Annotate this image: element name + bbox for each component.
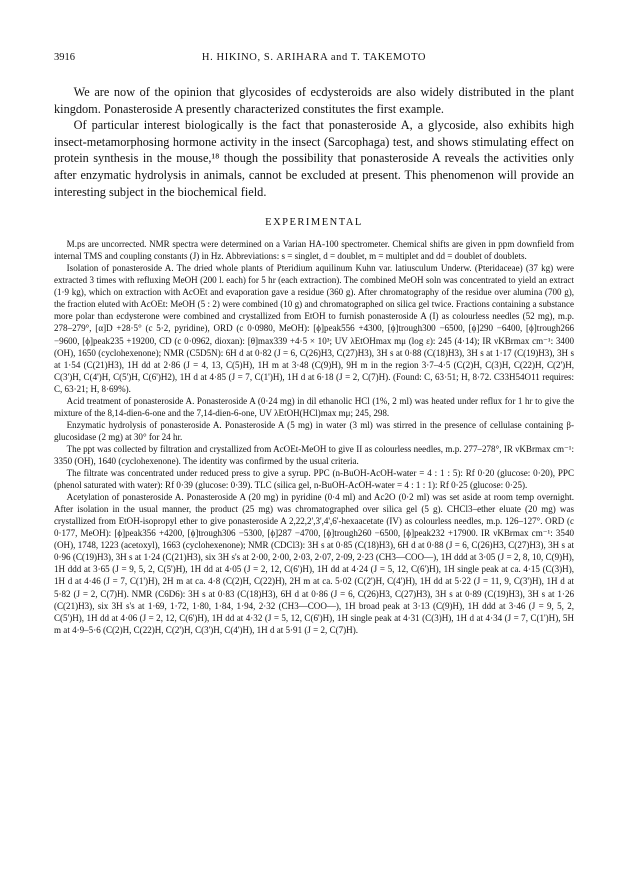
precipitate-paragraph: The ppt was collected by filtration and crystallized from AcOEt-MeOH to give II as colourless needles, m.p. 277–278°, IR νKBrmax cm⁻¹: 3350 (OH), 1640 (cyclohexenone). The identity was confirmed by the usual criteria. <box>54 443 574 466</box>
isolation-paragraph: Isolation of ponasteroside A. The dried whole plants of Pteridium aquilinum Kuhn var. latiusculum Underw. (Pteridaceae) (37 kg) were extracted 3 times with refluxing MeOH (200 l. each) for 5 hr (each extraction). The combined MeOH soln was concentrated to yield an extract (1·9 kg), which on extraction with AcOEt and evaporation gave a residue (360 g). After chromatography of the residue over alumina (700 g), the fraction eluted with AcOEt: MeOH (5 : 2) were combined (10 g) and chromatographed on silica gel twice. Fractions containing a substance more polar than ecdysterone were combined and crystallized from EtOH to furnish ponasteroside A (I) as colourless needles (52 mg), m.p. 278–279°, [α]D +28·5° (c 5·2, pyridine), ORD (c 0·0980, MeOH): [ϕ]peak556 +4300, [ϕ]trough300 −6500, [ϕ]290 −6400, [ϕ]trough266 −9600, [ϕ]peak235 +19200, CD (c 0·0962, dioxan): [θ]max339 +4·5 × 10³; UV λEtOHmax mμ (log ε): 245 (4·14); IR νKBrmax cm⁻¹: 3400 (OH), 1650 (cyclohexenone); NMR (C5D5N): 6H d at 0·82 (J = 6, C(26)H3, C(27)H3), 3H s at 0·88 (C(18)H3), 3H s at 1·17 (C(19)H3), 3H s at 1·54 (C(21)H3), 1H dd at 2·86 (J = 4, 13, C(5)H), 1H m at 3·48 (C(9)H), 9H m in the region 3·7–4·5 (C(2)H, C(3)H, C(22)H, C(2')H, C(3')H, C(4')H, C(5')H, C(6')H2), 1H d at 4·85 (J = 7, C(1')H), 1H d at 6·18 (J = 2, C(7)H). (Found: C, 63·51; H, 8·72. C33H54O11 requires: C, 63·21; H, 8·69%). <box>54 263 574 394</box>
methods-paragraph: M.ps are uncorrected. NMR spectra were determined on a Varian HA-100 spectrometer. Chemical shifts are given in ppm downfield from internal TMS and coupling constants (J) in Hz. Abbreviations: s = singlet, d = doublet, m = multiplet and dd = doublet of doublets. <box>54 239 574 262</box>
experimental-section <box>54 238 574 636</box>
enzymatic-hydrolysis-paragraph: Enzymatic hydrolysis of ponasteroside A. Ponasteroside A (5 mg) in water (3 ml) was stirred in the presence of cellulase containing β-glucosidase (2 mg) at 30° for 24 hr. <box>54 419 574 442</box>
running-authors: H. HIKINO, S. ARIHARA and T. TAKEMOTO <box>201 52 427 63</box>
running-header <box>54 52 574 70</box>
page-number: 3916 <box>54 52 75 63</box>
journal-page <box>54 52 574 636</box>
intro-paragraph: Of particular interest biologically is the fact that ponasteroside A, a glycoside, also exhibits high insect-metamorphosing hormone activity in the insect (Sarcophaga) test, and shows stimulating effect on protein synthesis in the mouse,¹⁸ though the possibility that ponasteroside A reveals the activities only after enzymatic hydrolysis in animals, cannot be excluded at present. This phenomenon will provide an interesting subject in the biochemical field. <box>54 118 574 199</box>
acetylation-paragraph: Acetylation of ponasteroside A. Ponasteroside A (20 mg) in pyridine (0·4 ml) and Ac2O (0·2 ml) was set aside at room temp overnight. After isolation in the usual manner, the product (25 mg) was chromatographed over silica gel (5 g). CHCl3–ether eluate (20 mg) was crystallized from EtOH-isopropyl ether to give ponasteroside A 2,22,2',3',4',6'-hexaacetate (IV) as colourless needles, m.p. 126–127°. ORD (c 0·177, MeOH): [ϕ]peak356 +4200, [ϕ]trough306 −5300, [ϕ]287 −4700, [ϕ]trough260 −6500, [ϕ]peak232 +17900. IR νKBrmax cm⁻¹: 3540 (OH), 1748, 1223 (acetoxyl), 1663 (cyclohexenone); NMR (CDCl3): 3H s at 0·85 (C(18)H3), 6H d at 0·88 (J = 6, C(26)H3, C(27)H3), 3H s at 0·96 (C(19)H3), 3H s at 1·24 (C(21)H3), six 3H s's at 2·00, 2·00, 2·03, 2·07, 2·09, 2·23 (CH3—COO—), 1H ddd at 3·05 (J = 2, 8, 10, C(9)H), 1H ddd at 3·65 (J = 9, 5, 2, C(5')H), 1H dd at 4·05 (J = 2, 12, C(6')H), 1H dd at 4·24 (J = 5, 12, C(6')H), 1H single peak at ca. 4·15 (C(3)H), 1H d at 4·46 (J = 7, C(1')H), 2H m at ca. 4·8 (C(2)H, C(22)H), 2H m at ca. 5·02 (C(2')H, C(4')H), 1H dd at 5·22 (J = 11, 9, C(3')H), 1H d at 5·82 (J = 2, C(7)H). NMR (C6D6): 3H s at 0·83 (C(18)H3), 6H d at 0·86 (J = 6, C(26)H3, C(27)H3), 3H s at 0·89 (C(19)H3), 3H s at 1·26 (C(21)H3), six 3H s's at 1·69, 1·72, 1·80, 1·84, 1·94, 2·32 (CH3—COO—), 1H broad peak at 3·13 (C(9)H), 1H ddd at 3·46 (J = 9, 5, 2, C(5')H), 1H dd at 4·06 (J = 2, 12, C(6')H), 1H dd at 4·32 (J = 5, 12, C(6')H), 1H single peak at 4·31 (C(3)H), 1H d at 4·34 (J = 7, C(1')H), 5H m at 4·9–5·6 (C(2)H, C(22)H, C(2')H, C(3')H, C(4')H), 1H d at 5·91 (J = 2, C(7)H). <box>54 492 574 635</box>
intro-section <box>54 84 574 200</box>
filtrate-paragraph: The filtrate was concentrated under reduced press to give a syrup. PPC (n-BuOH-AcOH-water = 4 : 1 : 5): Rf 0·20 (glucose: 0·20), PPC (phenol saturated with water): Rf 0·39 (glucose: 0·39). TLC (silica gel, n-BuOH-AcOH-water = 4 : 1 : 1): Rf 0·25 (glucose: 0·25). <box>54 468 574 491</box>
acid-treatment-paragraph: Acid treatment of ponasteroside A. Ponasteroside A (0·24 mg) in dil ethanolic HCl (1%, 2 ml) was heated under reflux for 1 hr to give the mixture of the 8,14-dien-6-one and the 7,14-dien-6-one, UV λEtOH(HCl)max mμ; 245, 298. <box>54 395 574 418</box>
section-heading: EXPERIMENTAL <box>265 217 363 229</box>
intro-paragraph: We are now of the opinion that glycosides of ecdysteroids are also widely distributed in the plant kingdom. Ponasteroside A presently characterized constitutes the first example. <box>54 85 574 116</box>
